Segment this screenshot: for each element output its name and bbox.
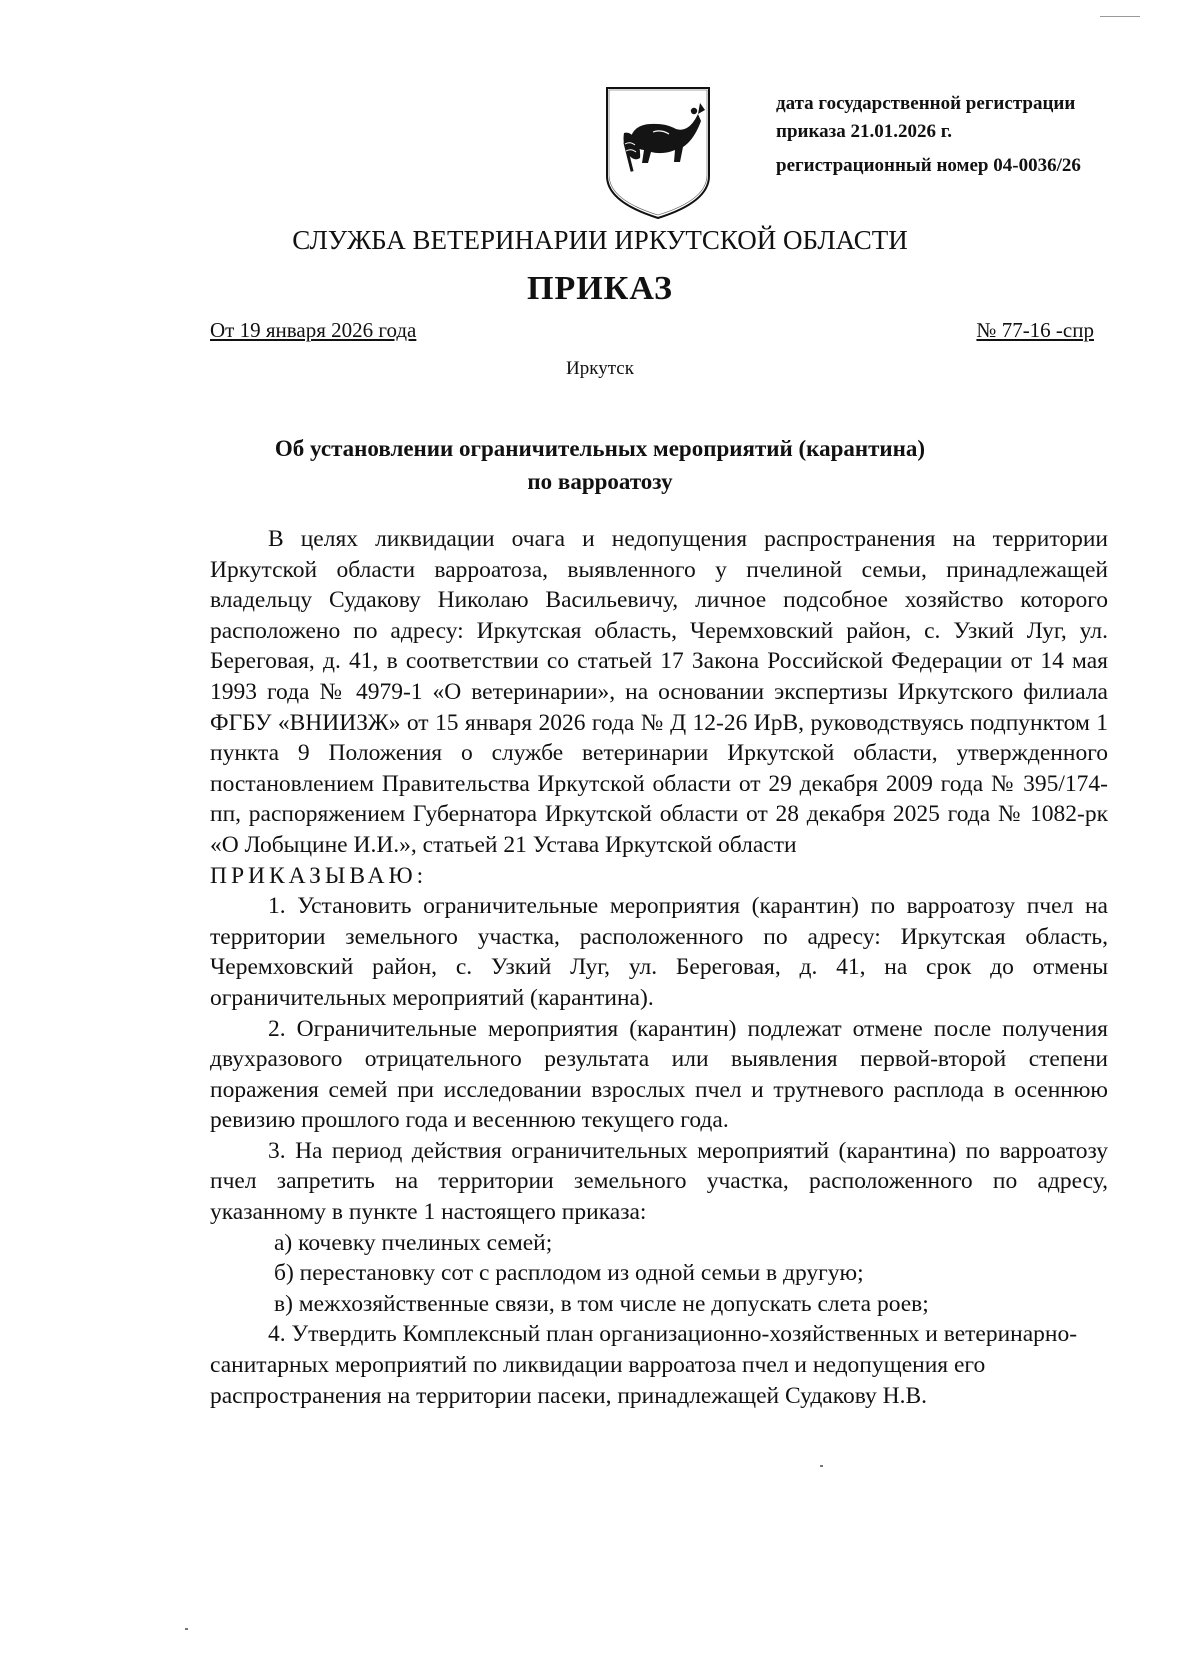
item-3b-subitem: б) перестановку сот с расплодом из одной семьи в другую; (274, 1260, 864, 1287)
subject-line-2: по варроатозу (527, 469, 673, 494)
agency-name: СЛУЖБА ВЕТЕРИНАРИИ ИРКУТСКОЙ ОБЛАСТИ (292, 225, 908, 255)
order-number: № 77-16 -спр (976, 318, 1094, 342)
item-3a-subitem: а) кочевку пчелиных семей; (274, 1229, 553, 1256)
scan-speck (185, 1628, 188, 1630)
order-city: Иркутск (566, 358, 634, 379)
subject-line-1: Об установлении ограничительных мероприятий (карантина) (274, 436, 926, 461)
scan-speck (820, 1465, 823, 1467)
order-date: От 19 января 2026 года (210, 318, 417, 342)
item-3c-subitem: в) межхозяйственные связи, в том числе не допускать слета роев; (274, 1290, 929, 1317)
registration-stamp (776, 90, 1156, 180)
registration-date-label: дата государственной регистрации (776, 93, 1076, 114)
item-3-paragraph: 3. На период действия ограничительных мероприятий (карантина) по варроатозу пчел запретить на территории земельного участка, расположенного по адресу, указанному в пункте 1 настоящего приказа: (210, 1137, 1108, 1226)
registration-date-value: приказа 21.01.2026 г. (776, 121, 952, 142)
registration-number: регистрационный номер 04-0036/26 (776, 155, 1081, 176)
order-body (210, 524, 1108, 1411)
item-4-paragraph: 4. Утвердить Комплексный план организационно-хозяйственных и ветеринарно-санитарных мероприятий по ликвидации варроатоза пчел и недопущения его распространения на территории пасеки, принадлежащей Судакову Н.В. (210, 1321, 1078, 1409)
decree-word: ПРИКАЗЫВАЮ: (210, 862, 428, 889)
preamble-paragraph: В целях ликвидации очага и недопущения распространения на территории Иркутской области варроатоза, выявленного у пчелиной семьи, принадлежащей владельцу Судакову Николаю Васильевичу, личное подсобное хозяйство которого расположено по адресу: Иркутская область, Черемховский район, с. Узкий Луг, ул. Береговая, д. 41, в соответствии со статьей 17 Закона Российской Федерации от 14 мая 1993 года № 4979-1 «О ветеринарии», на основании экспертизы Иркутского филиала ФГБУ «ВНИИЗЖ» от 15 января 2026 года № Д 12-26 ИрВ, руководствуясь подпунктом 1 пункта 9 Положения о службе ветеринарии Иркутской области, утвержденного постановлением Правительства Иркутской области от 29 декабря 2009 года № 395/174-пп, распоряжением Губернатора Иркутской области от 28 декабря 2025 года № 1082-рк «О Лобыцине И.И.», статьей 21 Устава Иркутской области (210, 526, 1108, 858)
coat-of-arms-emblem (603, 84, 713, 222)
top-scan-line (1100, 16, 1140, 17)
item-1-paragraph: 1. Установить ограничительные мероприятия (карантин) по варроатозу пчел на территории земельного участка, расположенного по адресу: Иркутская область, Черемховский район, с. Узкий Луг, ул. Береговая, д. 41, на срок до отмены ограничительных мероприятий (карантина). (210, 893, 1108, 1011)
document-type: ПРИКАЗ (527, 270, 673, 307)
order-subject (150, 432, 1050, 498)
item-2-paragraph: 2. Ограничительные мероприятия (карантин) подлежат отмене после получения двухразового отрицательного результата или выявления первой-второй степени поражения семей при исследовании взрослых пчел и трутневого расплода в осеннюю ревизию прошлого года и весеннюю текущего года. (210, 1015, 1108, 1134)
